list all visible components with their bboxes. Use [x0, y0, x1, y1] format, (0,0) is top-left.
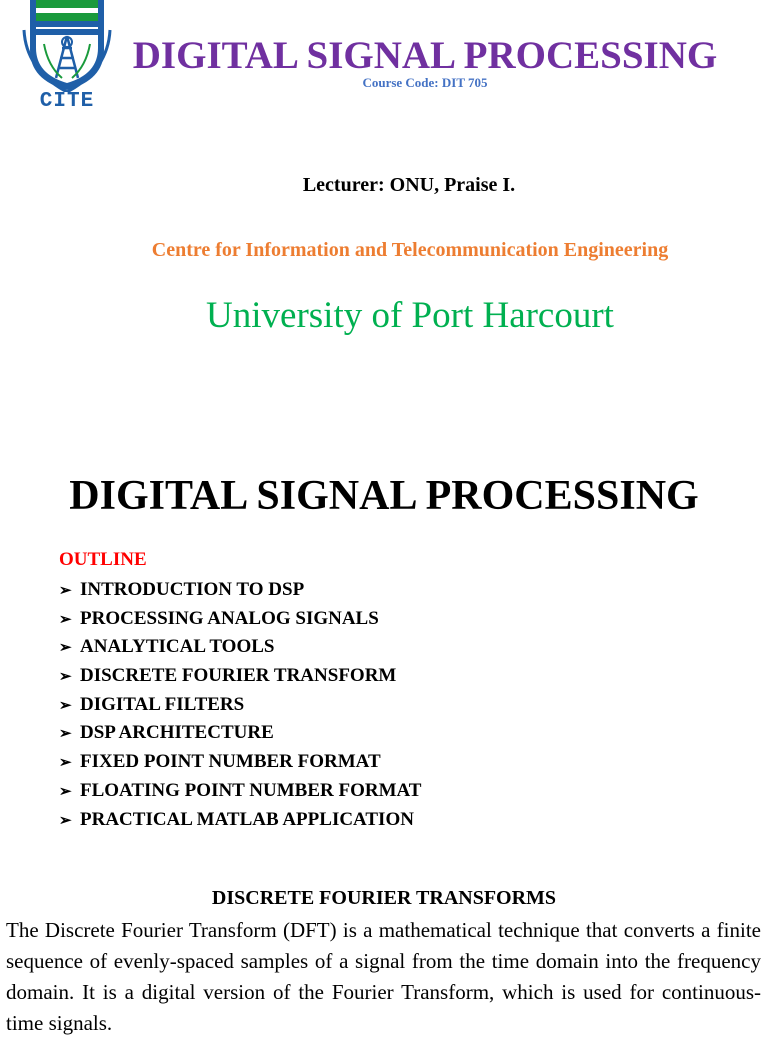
outline-item	[59, 633, 421, 662]
main-title: DIGITAL SIGNAL PROCESSING	[69, 473, 699, 519]
outline-item-label: INTRODUCTION TO DSP	[80, 579, 305, 600]
outline-list	[59, 576, 421, 834]
outline-item-label: FIXED POINT NUMBER FORMAT	[80, 751, 381, 773]
outline-item-label: DISCRETE FOURIER TRANSFORM	[80, 665, 397, 687]
outline-item	[59, 605, 421, 634]
outline-item-label: PROCESSING ANALOG SIGNALS	[80, 607, 379, 629]
outline-item	[59, 806, 421, 835]
cite-logo	[22, 0, 112, 118]
university-name: University of Port Harcourt	[206, 295, 614, 336]
outline-item	[59, 662, 421, 691]
lecturer-name: Lecturer: ONU, Praise I.	[302, 174, 516, 196]
bullet-arrow-icon: ➢	[59, 726, 72, 743]
outline-label: OUTLINE	[59, 549, 147, 570]
course-code: Course Code: DIT 705	[362, 75, 488, 90]
bullet-arrow-icon: ➢	[59, 640, 72, 657]
outline-item-label: PRACTICAL MATLAB APPLICATION	[80, 808, 414, 830]
bullet-arrow-icon: ➢	[59, 697, 72, 714]
header-title: DIGITAL SIGNAL PROCESSING	[132, 34, 718, 77]
outline-item	[59, 691, 421, 720]
cite-crest-icon	[22, 0, 112, 92]
bullet-arrow-icon: ➢	[59, 669, 72, 686]
bullet-arrow-icon: ➢	[59, 783, 72, 800]
section-body: The Discrete Fourier Transform (DFT) is a mathematical technique that converts a finite sequence of evenly-spaced samples of a signal from the time domain into the frequency domain. It is a digital version of the Fourier Transform, which is used for continuous-time signals.	[6, 918, 761, 1035]
outline-item	[59, 777, 421, 806]
bullet-arrow-icon: ➢	[59, 812, 72, 829]
centre-name: Centre for Information and Telecommunication Engineering	[151, 239, 669, 261]
outline-item	[59, 576, 421, 605]
outline-item-label: DSP ARCHITECTURE	[80, 722, 274, 744]
bullet-arrow-icon: ➢	[59, 583, 72, 599]
outline-item-label: FLOATING POINT NUMBER FORMAT	[80, 779, 422, 801]
section-heading: DISCRETE FOURIER TRANSFORMS	[211, 887, 557, 909]
bullet-arrow-icon: ➢	[59, 611, 72, 628]
outline-item	[59, 748, 421, 777]
bullet-arrow-icon: ➢	[59, 755, 72, 772]
logo-text: CITE	[39, 90, 95, 113]
outline-item-label: DIGITAL FILTERS	[80, 693, 245, 715]
outline-item	[59, 719, 421, 748]
outline-item-label: ANALYTICAL TOOLS	[80, 636, 275, 658]
